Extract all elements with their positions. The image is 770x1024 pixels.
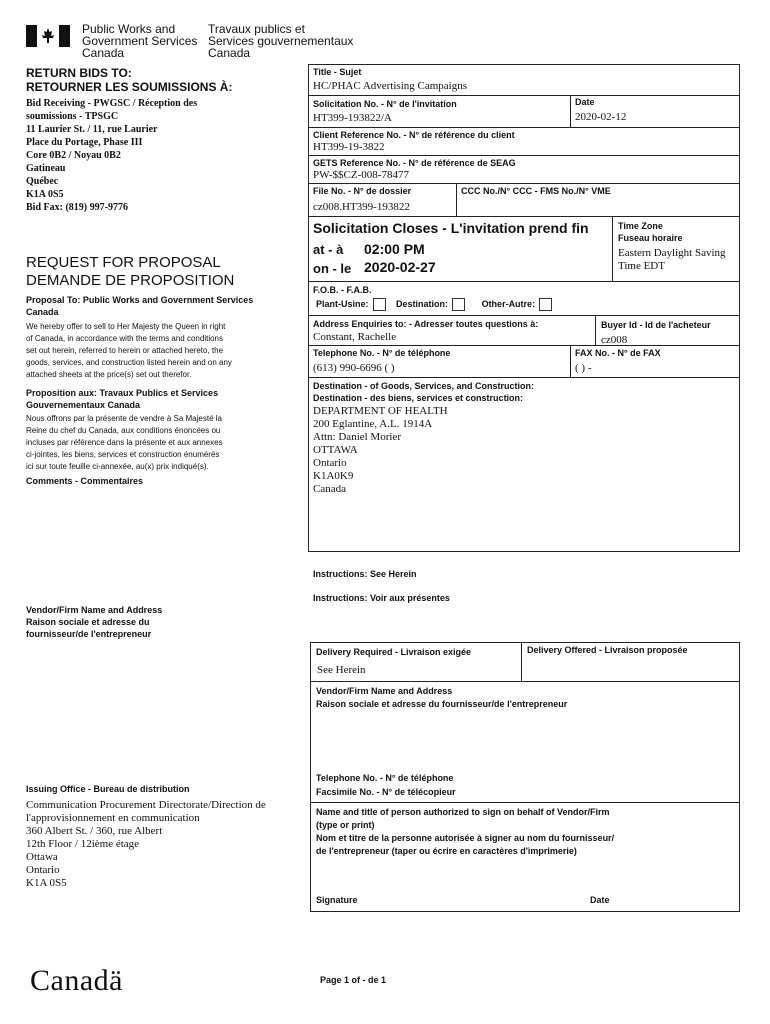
issuing-line: Ottawa (26, 851, 58, 863)
destination-line: Attn: Daniel Morier (313, 431, 401, 443)
time-zone-label-fr: Fuseau horaire (618, 233, 683, 243)
address-line: Bid Receiving - PWGSC / Réception des (26, 98, 198, 109)
instructions-en: Instructions: See Herein (313, 569, 417, 579)
instructions-fr: Instructions: Voir aux présentes (313, 593, 450, 603)
destination-label-fr: Destination - des biens, services et construction: (313, 393, 524, 403)
proposal-body-en (26, 321, 232, 381)
delivery-required-label: Delivery Required - Livraison exigée (316, 647, 472, 657)
time-zone-value-line: Eastern Daylight Saving (618, 247, 726, 259)
vendor-left-line: Vendor/Firm Name and Address (26, 605, 163, 615)
time-zone-value (618, 247, 726, 273)
buyer-id-label: Buyer Id - Id de l'acheteur (601, 320, 711, 330)
file-label: File No. - N° de dossier (313, 186, 412, 196)
vendor-left-line: fournisseur/de l'entrepreneur (26, 629, 152, 639)
return-bids-address (26, 97, 197, 214)
title-label: Title - Sujet (313, 67, 362, 77)
dept-fr-line: Services gouvernementaux (208, 34, 354, 48)
file-value: cz008.HT399-193822 (313, 201, 410, 213)
body-line: of Canada, in accordance with the terms and conditions (26, 334, 224, 343)
body-line: We hereby offer to sell to Her Majesty the Queen in right (26, 322, 226, 331)
department-name-en (82, 23, 197, 59)
vendor-firm-label (316, 685, 567, 711)
body-line: ici sur toute feuille ci-annexée, au(x) prix indiqué(s). (26, 462, 209, 471)
issuing-line: Ontario (26, 864, 60, 876)
client-ref-value: HT399-19-3822 (313, 141, 385, 153)
proposal-to-fr (26, 387, 218, 411)
issuing-line: 360 Albert St. / 360, rue Albert (26, 825, 163, 837)
destination-address (313, 405, 448, 496)
return-bids-heading-fr: RETOURNER LES SOUMISSIONS À: (26, 80, 233, 94)
page-number: Page 1 of - de 1 (320, 975, 387, 985)
telephone-value: (613) 990-6696 ( ) (313, 362, 395, 374)
vendor-firm-label-fr: Raison sociale et adresse du fournisseur/de l'entrepreneur (316, 699, 568, 709)
address-line: Québec (26, 176, 59, 187)
authorized-person-label (316, 806, 614, 858)
vendor-left-label (26, 604, 162, 640)
fob-options (316, 298, 556, 311)
body-line: ci-jointes, les biens, services et construction énumérés (26, 450, 220, 459)
dept-en-line: Public Works and (82, 22, 176, 36)
return-bids-heading-en: RETURN BIDS TO: (26, 66, 132, 80)
solicitation-closes-title: Solicitation Closes - L'invitation prend fin (313, 220, 589, 236)
proposal-to-en: Proposal To: Public Works and Government Services Canada (26, 295, 254, 317)
issuing-office-label: Issuing Office - Bureau de distribution (26, 784, 190, 794)
client-ref-label: Client Reference No. - N° de référence du client (313, 130, 515, 140)
issuing-line: Communication Procurement Directorate/Direction de (26, 799, 266, 811)
body-line: Reine du chef du Canada, aux conditions énoncées ou (26, 426, 221, 435)
date-label: Date (575, 97, 595, 107)
destination-line: Ontario (313, 457, 347, 469)
plant-checkbox[interactable] (373, 298, 386, 311)
destination-line: Canada (313, 483, 346, 495)
telephone-label: Telephone No. - N° de téléphone (313, 348, 451, 358)
rfp-title-fr: DEMANDE DE PROPOSITION (26, 272, 235, 289)
rfp-title (26, 254, 234, 290)
other-label: Other-Autre: (481, 298, 536, 309)
body-line: goods, services, and construction listed herein and on any (26, 358, 232, 367)
signature-label: Signature (316, 895, 358, 905)
gets-value: PW-$$CZ-008-78477 (313, 169, 409, 181)
address-line: K1A 0S5 (26, 189, 64, 200)
authorized-line: de l'entrepreneur (taper ou écrire en caractères d'imprimerie) (316, 846, 577, 856)
issuing-line: l'approvisionnement en communication (26, 812, 200, 824)
ccc-label: CCC No./N° CCC - FMS No./N° VME (461, 186, 611, 196)
body-line: attached sheets at the price(s) set out therefor. (26, 370, 192, 379)
fax-value: ( ) - (575, 362, 592, 374)
destination-line: DEPARTMENT OF HEALTH (313, 405, 448, 417)
plant-label: Plant-Usine: (316, 298, 369, 309)
vendor-facsimile-label: Facsimile No. - N° de télécopieur (316, 787, 456, 797)
closing-time-value: 02:00 PM (364, 241, 425, 257)
issuing-line: K1A 0S5 (26, 877, 67, 889)
destination-label-block (313, 380, 534, 404)
time-zone-value-line: Time EDT (618, 260, 665, 272)
destination-label: Destination: (396, 298, 449, 309)
authorized-line: (type or print) (316, 820, 375, 830)
proposal-to-fr-line: Gouvernementaux Canada (26, 400, 141, 410)
buyer-id-value: cz008 (601, 334, 628, 346)
address-line: Gatineau (26, 163, 66, 174)
proposal-to-fr-line: Proposition aux: Travaux Publics et Services (26, 388, 219, 398)
dept-en-line: Canada (82, 46, 125, 60)
vendor-left-line: Raison sociale et adresse du (26, 617, 150, 627)
address-line: Place du Portage, Phase III (26, 137, 143, 148)
destination-checkbox[interactable] (452, 298, 465, 311)
destination-line: OTTAWA (313, 444, 358, 456)
enquiries-value: Constant, Rachelle (313, 331, 397, 343)
signature-date-label: Date (590, 895, 610, 905)
dept-fr-line: Canada (208, 46, 251, 60)
destination-line: K1A0K9 (313, 470, 354, 482)
vendor-telephone-label: Telephone No. - N° de téléphone (316, 773, 454, 783)
comments-label: Comments - Commentaires (26, 476, 144, 486)
delivery-offered-label: Delivery Offered - Livraison proposée (527, 645, 688, 655)
time-zone-label-en: Time Zone (618, 221, 663, 231)
government-flag-icon (26, 25, 70, 47)
fob-label: F.O.B. - F.A.B. (313, 285, 372, 295)
proposal-body-fr (26, 413, 223, 473)
department-name-fr (208, 23, 353, 59)
dept-en-line: Government Services (82, 34, 198, 48)
destination-label-en: Destination - of Goods, Services, and Construction: (313, 381, 535, 391)
at-label: at - à (313, 242, 344, 257)
gets-label: GETS Reference No. - N° de référence de SEAG (313, 158, 516, 168)
issuing-line: 12th Floor / 12ième étage (26, 838, 140, 850)
return-bids-heading (26, 66, 232, 94)
address-line: Core 0B2 / Noyau 0B2 (26, 150, 121, 161)
rfp-title-en: REQUEST FOR PROPOSAL (26, 254, 221, 271)
canada-wordmark: Canadä (30, 964, 123, 997)
time-zone-label (618, 220, 683, 244)
body-line: set out herein, referred to herein or attached hereto, the (26, 346, 224, 355)
delivery-required-value: See Herein (317, 664, 366, 676)
address-line: Bid Fax: (819) 997-9776 (26, 202, 128, 213)
enquiries-label: Address Enquiries to: - Adresser toutes questions à: (313, 319, 539, 329)
on-label: on - le (313, 261, 352, 276)
authorized-line: Name and title of person authorized to sign on behalf of Vendor/Firm (316, 807, 610, 817)
fax-label: FAX No. - N° de FAX (575, 348, 661, 358)
dept-fr-line: Travaux publics et (208, 22, 305, 36)
solicitation-label: Solicitation No. - N° de l'invitation (313, 99, 457, 109)
authorized-line: Nom et titre de la personne autorisée à signer au nom du fournisseur/ (316, 833, 615, 843)
issuing-office-address (26, 799, 266, 890)
body-line: Nous offrons par la présente de vendre à Sa Majesté la (26, 414, 222, 423)
title-value: HC/PHAC Advertising Campaigns (313, 80, 468, 92)
address-line: 11 Laurier St. / 11, rue Laurier (26, 124, 158, 135)
closing-date-value: 2020-02-27 (364, 259, 436, 275)
destination-line: 200 Eglantine, A.L. 1914A (313, 418, 433, 430)
address-line: soumissions - TPSGC (26, 111, 119, 122)
vendor-firm-label-en: Vendor/Firm Name and Address (316, 686, 453, 696)
solicitation-value: HT399-193822/A (313, 112, 392, 124)
vendor-phone-fax-label (316, 771, 456, 799)
date-value: 2020-02-12 (575, 111, 627, 123)
body-line: incluses par référence dans la présente et aux annexes (26, 438, 223, 447)
other-checkbox[interactable] (539, 298, 552, 311)
